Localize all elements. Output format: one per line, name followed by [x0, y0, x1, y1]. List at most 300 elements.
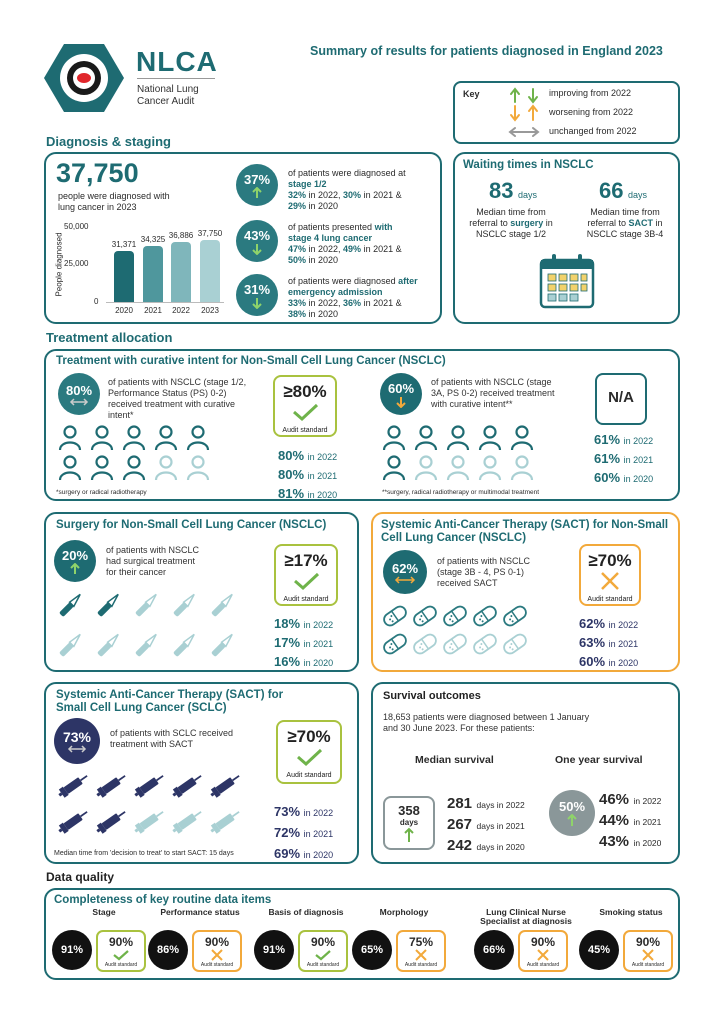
sact-sclc-2021-label: in 2021 — [303, 829, 334, 839]
dq-item — [579, 908, 683, 978]
dq-std-label: Audit standard — [526, 962, 560, 968]
stat-stage12-2021: 30% — [343, 190, 362, 200]
scalpel-icon — [130, 628, 164, 667]
waiting-sact-unit: days — [627, 190, 647, 200]
sact-sclc-std-value: ≥70% — [287, 727, 331, 746]
dq-item — [474, 908, 578, 978]
chart-bar-2020 — [114, 251, 134, 302]
waiting-surgery-l2b: surgery — [510, 218, 544, 228]
oneyear-2020-label: in 2020 — [633, 838, 662, 848]
syringe-icon — [208, 768, 244, 807]
curative-left-circle — [58, 373, 100, 415]
sact-nsclc-2022: 62% — [579, 616, 606, 631]
stat-emergency-2020-label: in 2020 — [306, 309, 339, 319]
syringe-icon — [170, 804, 206, 843]
dq-label — [579, 908, 683, 917]
syringe-icon — [56, 804, 92, 843]
dq-std-value: 90% — [204, 935, 230, 949]
oneyear-2020: 43% — [599, 833, 630, 850]
stat-stage12-2021-label: in 2021 & — [361, 190, 402, 200]
person-icon — [510, 455, 532, 479]
surgery-pct: 20% — [61, 547, 89, 563]
key-improving: improving from 2022 — [549, 88, 632, 98]
surgery-2022-label: in 2022 — [303, 620, 334, 630]
median-2021-label: days in 2021 — [476, 821, 525, 831]
curative-left-2021-label: in 2021 — [307, 471, 338, 481]
curative-right-2022-label: in 2022 — [623, 436, 654, 446]
cross-icon — [598, 571, 622, 591]
curative-left-l1: of patients with NSCLC (stage 1/2, — [108, 377, 247, 387]
curative-right-footnote: **surgery, radical radiotherapy or multimodal treatment — [382, 489, 540, 496]
survival-title: Survival outcomes — [383, 690, 481, 702]
cross-icon — [398, 949, 444, 962]
waiting-title: Waiting times in NSCLC — [463, 159, 594, 171]
survival-l2: and 30 June 2023. For these patients: — [383, 723, 535, 733]
curative-right-l1: of patients with NSCLC (stage — [431, 377, 552, 387]
dq-label — [148, 908, 252, 917]
scalpel-icon — [206, 588, 240, 627]
pill-icon — [381, 632, 409, 661]
ytick-1: 25,000 — [64, 259, 89, 268]
sact-sclc-circle — [54, 718, 100, 764]
syringe-icon — [94, 768, 130, 807]
surgery-std-value: ≥17% — [284, 551, 328, 570]
dq-value-circle — [474, 930, 514, 970]
person-icon — [186, 425, 208, 449]
chart-xlabel: 2022 — [172, 306, 190, 315]
people-grid-right — [382, 425, 542, 485]
curative-left-footnote: *surgery or radical radiotherapy — [56, 489, 147, 496]
sact-nsclc-pct: 62% — [391, 560, 419, 576]
data-quality-section-title: Data quality — [46, 870, 115, 884]
total-desc-2: lung cancer in 2023 — [58, 202, 137, 212]
curative-left-standard — [273, 375, 337, 437]
nlca-logo-icon — [44, 42, 124, 114]
syringe-icon — [56, 768, 92, 807]
curative-left-l3: received treatment with curative — [108, 399, 236, 409]
person-icon — [154, 425, 176, 449]
check-icon — [98, 949, 144, 962]
syringe-icon — [208, 804, 244, 843]
dq-item — [148, 908, 252, 978]
surgery-title: Surgery for Non-Small Cell Lung Cancer (NSCLC) — [56, 519, 327, 531]
dq-label — [254, 908, 358, 917]
person-icon — [122, 455, 144, 479]
oneyear-circle — [549, 790, 595, 836]
stat-emergency-l2: emergency admission — [288, 287, 383, 297]
key-worsening: worsening from 2022 — [549, 107, 634, 117]
improving-arrow-icon — [252, 243, 262, 255]
curative-left-l2: Performance Status (PS) 0-2) — [108, 388, 227, 398]
sact-nsclc-panel — [371, 512, 680, 672]
diagnosis-panel — [44, 152, 442, 324]
dq-label-line1: Basis of diagnosis — [268, 907, 344, 917]
waiting-surgery-l3: NSCLC stage 1/2 — [475, 229, 547, 239]
person-icon — [122, 425, 144, 449]
dq-standard — [96, 930, 146, 972]
survival-l1: 18,653 patients were diagnosed between 1 January — [383, 712, 590, 722]
waiting-surgery-value: 83 — [489, 178, 514, 203]
median-2021: 267 — [447, 816, 473, 833]
ytick-2: 0 — [94, 297, 99, 306]
surgery-2021: 17% — [274, 635, 301, 650]
curative-right-2021-label: in 2021 — [623, 455, 654, 465]
sact-nsclc-standard — [579, 544, 641, 606]
chart-xlabel: 2023 — [201, 306, 219, 315]
person-icon — [446, 455, 468, 479]
check-icon — [300, 949, 346, 962]
improving-arrow-icon — [252, 297, 262, 309]
dq-label — [52, 908, 156, 917]
check-icon — [290, 402, 320, 422]
sact-sclc-pct: 73% — [62, 729, 92, 745]
sact-sclc-2021: 72% — [274, 825, 301, 840]
stat-stage4-l1: of patients presented — [288, 222, 375, 232]
curative-right-l3: with curative intent** — [431, 399, 513, 409]
sact-nsclc-circle — [383, 550, 427, 594]
sact-nsclc-2020-label: in 2020 — [608, 658, 639, 668]
sact-nsclc-l3: received SACT — [437, 578, 498, 588]
curative-left-std-value: ≥80% — [283, 382, 327, 401]
curative-left-l4: intent* — [108, 410, 134, 420]
curative-right-2020-label: in 2020 — [623, 474, 654, 484]
logo-subtitle-2: Cancer Audit — [137, 96, 195, 107]
curative-left-2020-label: in 2020 — [307, 490, 338, 500]
scalpel-icon — [54, 628, 88, 667]
stat-stage12-2020: 29% — [288, 201, 307, 211]
median-title: Median survival — [415, 754, 494, 766]
unchanged-arrow-icon — [67, 745, 87, 753]
sact-sclc-title-2: Small Cell Lung Cancer (SCLC) — [56, 702, 227, 714]
stat-stage4-2020: 50% — [288, 255, 307, 265]
curative-right-l2: 3A, PS 0-2) received treatment — [431, 388, 555, 398]
sact-nsclc-std-label: Audit standard — [587, 596, 633, 603]
curative-right-2021: 61% — [594, 451, 621, 466]
curative-title: Treatment with curative intent for Non-Small Cell Lung Cancer (NSCLC) — [56, 355, 446, 367]
chart-bar-2022 — [171, 242, 191, 302]
scalpel-icon — [168, 628, 202, 667]
stat-stage4-2022-label: in 2022, — [306, 244, 344, 254]
median-value: 358 — [398, 803, 420, 818]
stat-stage4-pct: 43% — [243, 227, 271, 243]
logo-divider — [137, 78, 215, 79]
dq-value: 91% — [262, 944, 286, 956]
dq-item — [352, 908, 456, 978]
stat-stage12-2020-label: in 2020 — [306, 201, 339, 211]
stat-stage12-l2: stage 1/2 — [288, 179, 327, 189]
scalpel-icon — [206, 628, 240, 667]
oneyear-2021-label: in 2021 — [633, 817, 662, 827]
sact-sclc-2022-label: in 2022 — [303, 808, 334, 818]
bar-chart — [50, 220, 228, 324]
sact-sclc-std-label: Audit standard — [286, 772, 332, 779]
scalpel-icon — [168, 588, 202, 627]
dq-item — [254, 908, 358, 978]
waiting-surgery-l1: Median time from — [476, 207, 546, 217]
waiting-sact-l2c: in — [653, 218, 663, 228]
dq-value-circle — [254, 930, 294, 970]
dq-label-line2: Specialist at diagnosis — [480, 916, 572, 926]
pill-icon — [471, 632, 499, 661]
pill-icon — [441, 632, 469, 661]
sact-nsclc-l2: (stage 3B - 4, PS 0-1) — [437, 567, 525, 577]
curative-right-std-value: N/A — [608, 389, 634, 406]
scalpel-grid — [54, 588, 254, 668]
stat-emergency-pct: 31% — [243, 281, 271, 297]
stat-emergency-2022-label: in 2022, — [306, 298, 344, 308]
sact-nsclc-2020: 60% — [579, 654, 606, 669]
oneyear-2022-label: in 2022 — [633, 796, 662, 806]
median-2022-label: days in 2022 — [476, 800, 525, 810]
logo — [44, 42, 124, 114]
key-title: Key — [463, 89, 480, 99]
logo-subtitle-1: National Lung — [137, 84, 199, 95]
worsening-arrow-icon — [396, 396, 406, 408]
waiting-sact-l2b: SACT — [628, 218, 653, 228]
syringe-icon — [132, 804, 168, 843]
check-icon — [294, 747, 324, 767]
waiting-panel — [453, 152, 680, 324]
sact-nsclc-std-value: ≥70% — [588, 551, 632, 570]
dq-std-value: 90% — [635, 935, 661, 949]
oneyear-2022: 46% — [599, 791, 630, 808]
improving-arrow-icon — [404, 827, 414, 843]
stat-stage4-l2: stage 4 lung cancer — [288, 233, 373, 243]
scalpel-icon — [130, 588, 164, 627]
total-diagnosed: 37,750 — [56, 158, 139, 188]
dq-standard — [192, 930, 242, 972]
person-icon — [510, 425, 532, 449]
chart-axis-line — [106, 302, 224, 303]
stat-stage12-pct: 37% — [243, 171, 271, 187]
stat-emergency-l1: of patients were diagnosed — [288, 276, 399, 286]
sact-sclc-2022: 73% — [274, 804, 301, 819]
surgery-std-label: Audit standard — [283, 596, 329, 603]
stat-emergency-2021-label: in 2021 & — [361, 298, 402, 308]
dq-standard — [518, 930, 568, 972]
dq-value: 65% — [360, 944, 384, 956]
surgery-circle — [54, 540, 96, 582]
syringe-icon — [170, 768, 206, 807]
chart-xlabel: 2021 — [144, 306, 162, 315]
surgery-2022: 18% — [274, 616, 301, 631]
dq-standard — [298, 930, 348, 972]
curative-right-circle — [380, 373, 422, 415]
sact-sclc-2020: 69% — [274, 846, 301, 861]
scalpel-icon — [54, 588, 88, 627]
dq-standard — [623, 930, 673, 972]
dq-std-label: Audit standard — [631, 962, 665, 968]
waiting-sact-l2a: referral to — [587, 218, 629, 228]
oneyear-title: One year survival — [555, 754, 643, 766]
sact-sclc-panel — [44, 682, 359, 864]
sact-sclc-standard — [276, 720, 342, 784]
cross-icon — [520, 949, 566, 962]
stat-stage4-2022: 47% — [288, 244, 307, 254]
person-icon — [478, 425, 500, 449]
check-icon — [291, 571, 321, 591]
dq-label — [474, 908, 578, 926]
dq-std-value: 90% — [530, 935, 556, 949]
dq-std-value: 75% — [408, 935, 434, 949]
cross-icon — [625, 949, 671, 962]
curative-right-2022: 61% — [594, 432, 621, 447]
person-icon — [414, 455, 436, 479]
diagnosis-section-title: Diagnosis & staging — [46, 134, 171, 149]
surgery-panel — [44, 512, 359, 672]
survival-panel — [371, 682, 680, 864]
dq-label-line1: Smoking status — [599, 907, 663, 917]
waiting-surgery-unit: days — [517, 190, 537, 200]
unchanged-arrow-icon — [69, 398, 89, 406]
dq-value-circle — [148, 930, 188, 970]
person-icon — [58, 455, 80, 479]
sact-nsclc-title-2: Cell Lung Cancer (NSCLC) — [381, 532, 527, 544]
stat-emergency-2021: 36% — [343, 298, 362, 308]
dq-label-line1: Stage — [92, 907, 116, 917]
waiting-surgery-l2a: referral to — [469, 218, 511, 228]
sact-sclc-l2: treatment with SACT — [110, 739, 194, 749]
chart-bars — [110, 220, 224, 302]
summary-title: Summary of results for patients diagnosed in England 2023 — [310, 44, 663, 58]
surgery-l2: had surgical treatment — [106, 556, 196, 566]
improving-arrow-icon — [70, 563, 80, 575]
improving-arrow-icon — [252, 187, 262, 199]
curative-left-pct: 80% — [65, 382, 93, 398]
dq-label — [352, 908, 456, 917]
oneyear-2021: 44% — [599, 812, 630, 829]
improving-arrow-icon — [567, 814, 577, 827]
curative-panel — [44, 349, 680, 501]
curative-left-2020: 81% — [278, 486, 305, 501]
waiting-sact-l3: NSCLC stage 3B-4 — [586, 229, 664, 239]
curative-left-2021: 80% — [278, 467, 305, 482]
dq-value: 66% — [482, 944, 506, 956]
key-arrows-icon — [507, 86, 543, 142]
curative-right-2020: 60% — [594, 470, 621, 485]
surgery-2020: 16% — [274, 654, 301, 669]
dq-value-circle — [52, 930, 92, 970]
syringe-icon — [132, 768, 168, 807]
dq-std-value: 90% — [310, 935, 336, 949]
surgery-standard — [274, 544, 338, 606]
chart-bar-2023 — [200, 240, 220, 302]
key-panel — [453, 81, 680, 144]
surgery-l1: of patients with NSCLC — [106, 545, 200, 555]
cross-icon — [194, 949, 240, 962]
dq-std-label: Audit standard — [104, 962, 138, 968]
curative-left-2022: 80% — [278, 448, 305, 463]
chart-bar-label: 31,371 — [111, 240, 137, 249]
median-2020-label: days in 2020 — [476, 842, 525, 852]
stat-stage4-l1b: with — [374, 222, 393, 232]
scalpel-icon — [92, 628, 126, 667]
dq-label-line1: Performance status — [160, 907, 240, 917]
dq-standard — [396, 930, 446, 972]
surgery-l3: for their cancer — [106, 567, 167, 577]
dq-value: 45% — [587, 944, 611, 956]
waiting-sact-l1: Median time from — [590, 207, 660, 217]
chart-bar-2021 — [143, 246, 163, 302]
stat-emergency-2022: 33% — [288, 298, 307, 308]
dq-std-label: Audit standard — [306, 962, 340, 968]
dq-label-line1: Morphology — [379, 907, 429, 917]
sact-nsclc-title-1: Systemic Anti-Cancer Therapy (SACT) for Non-Small — [381, 519, 669, 531]
calendar-icon — [538, 252, 596, 310]
person-icon — [446, 425, 468, 449]
stat-stage12-circle — [236, 164, 278, 206]
person-icon — [154, 455, 176, 479]
stat-emergency-circle — [236, 274, 278, 316]
sact-sclc-2020-label: in 2020 — [303, 850, 334, 860]
pill-icon — [411, 632, 439, 661]
median-box — [383, 796, 435, 850]
chart-bar-label: 36,886 — [168, 231, 194, 240]
stat-emergency-2020: 38% — [288, 309, 307, 319]
chart-ylabel: People diagnosed — [54, 232, 64, 297]
surgery-2020-label: in 2020 — [303, 658, 334, 668]
waiting-surgery-l2c: in — [543, 218, 553, 228]
data-quality-items — [46, 908, 678, 978]
dq-item — [52, 908, 156, 978]
median-unit: days — [399, 818, 419, 827]
sact-sclc-title-1: Systemic Anti-Cancer Therapy (SACT) for — [56, 689, 284, 701]
stat-stage12-l1: of patients were diagnosed at — [288, 168, 406, 178]
curative-right-standard — [595, 373, 647, 425]
total-desc-1: people were diagnosed with — [58, 191, 170, 201]
person-icon — [382, 455, 404, 479]
pill-icon — [441, 604, 469, 633]
sact-nsclc-2021-label: in 2021 — [608, 639, 639, 649]
sact-sclc-footnote: Median time from 'decision to treat' to start SACT: 15 days — [54, 850, 234, 857]
stat-stage12-2022: 32% — [288, 190, 307, 200]
curative-left-2022-label: in 2022 — [307, 452, 338, 462]
people-grid-left — [58, 425, 218, 485]
waiting-sact-value: 66 — [599, 178, 624, 203]
data-quality-panel — [44, 888, 680, 980]
syringe-icon — [94, 804, 130, 843]
curative-right-pct: 60% — [387, 380, 415, 396]
stat-emergency-l1b: after — [398, 276, 418, 286]
scalpel-icon — [92, 588, 126, 627]
person-icon — [90, 425, 112, 449]
dq-std-label: Audit standard — [404, 962, 438, 968]
chart-bar-label: 37,750 — [197, 229, 223, 238]
person-icon — [414, 425, 436, 449]
median-2020: 242 — [447, 837, 473, 854]
chart-bar-label: 34,325 — [140, 235, 166, 244]
person-icon — [478, 455, 500, 479]
oneyear-value: 50% — [558, 799, 586, 814]
stat-stage4-2020-label: in 2020 — [306, 255, 339, 265]
pill-icon — [501, 604, 529, 633]
curative-left-std-label: Audit standard — [282, 427, 328, 434]
syringe-grid — [56, 768, 256, 844]
dq-label-line1: Lung Clinical Nurse — [486, 907, 566, 917]
dq-value: 86% — [156, 944, 180, 956]
dq-std-value: 90% — [108, 935, 134, 949]
dq-std-label: Audit standard — [200, 962, 234, 968]
stat-stage4-2021: 49% — [343, 244, 362, 254]
logo-title: NLCA — [136, 46, 218, 77]
treatment-section-title: Treatment allocation — [46, 330, 173, 345]
dq-value: 91% — [60, 944, 84, 956]
sact-nsclc-2021: 63% — [579, 635, 606, 650]
chart-xlabels — [110, 306, 224, 318]
dq-value-circle — [579, 930, 619, 970]
pill-icon — [471, 604, 499, 633]
surgery-2021-label: in 2021 — [303, 639, 334, 649]
